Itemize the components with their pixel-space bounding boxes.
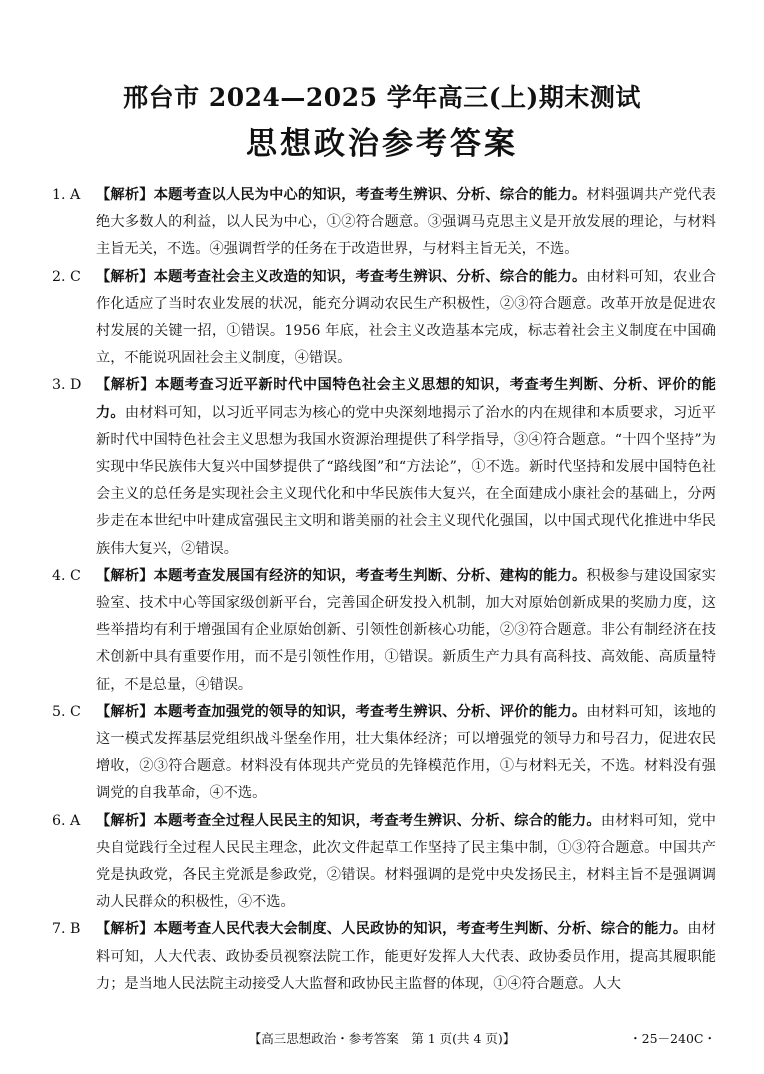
answer-item-3 <box>52 372 716 562</box>
analysis-tag: 【解析】 <box>96 567 154 584</box>
answer-item-5 <box>52 699 716 808</box>
answer-number: 5. C <box>52 703 81 720</box>
answer-body: 由材料可知，党中央自觉践行全过程人民民主理念，此次文件起草工作坚持了民主集中制，①③符合题意。中国共产党是执政党，各民主党派是参政党，②错误。材料强调的是党中央发扬民主，材料主旨不是强调调动人民群众的积极性，④不选。 <box>96 812 716 911</box>
answer-item-4 <box>52 563 716 699</box>
answer-lead: 本题考查社会主义改造的知识，考查考生辨识、分析、综合的能力。 <box>153 268 587 285</box>
answer-number: 7. B <box>52 921 81 938</box>
answer-body: 由材料可知，该地的这一模式发挥基层党组织战斗堡垒作用，壮大集体经济；可以增强党的领导力和号召力，促进农民增收，②③符合题意。材料没有体现共产党员的先锋模范作用，①与材料无关，不选。材料没有强调党的自我革命，④不选。 <box>96 703 716 802</box>
analysis-tag: 【解析】 <box>96 921 154 938</box>
answer-lead: 本题考查习近平新时代中国特色社会主义思想的知识，考查考生判断、分析、评价的能力。 <box>96 377 716 421</box>
answer-number: 2. C <box>52 268 81 285</box>
analysis-tag: 【解析】 <box>96 268 154 285</box>
footer-page-info: 【高三思想政治・参考答案 第 1 页(共 4 页)】 <box>248 1031 516 1046</box>
page-title: 邢台市 2024—2025 学年高三(上)期末测试 <box>123 83 641 112</box>
answer-item-2 <box>52 264 716 373</box>
analysis-tag: 【解析】 <box>96 812 154 829</box>
answer-item-1 <box>52 182 716 264</box>
analysis-tag: 【解析】 <box>96 703 154 720</box>
answer-number: 6. A <box>52 812 81 829</box>
analysis-tag: 【解析】 <box>96 377 156 394</box>
answer-body: 材料强调共产党代表绝大多数人的利益，以人民为中心，①②符合题意。③强调马克思主义是开放发展的理论，与材料主旨无关，不选。④强调哲学的任务在于改造世界，与材料主旨无关，不选。 <box>96 187 716 258</box>
answer-lead: 本题考查发展国有经济的知识，考查考生判断、分析、建构的能力。 <box>153 567 587 584</box>
answer-item-6 <box>52 808 716 917</box>
answer-lead: 本题考查全过程人民民主的知识，考查考生辨识、分析、综合的能力。 <box>153 812 601 829</box>
answer-number: 1. A <box>52 187 81 203</box>
answer-body: 由材料可知，人大代表、政协委员视察法院工作，能更好发挥人大代表、政协委员作用，提高其履职能力；是当地人民法院主动接受人大监督和政协民主监督的体现，①④符合题意。人大 <box>96 921 716 992</box>
answer-number: 4. C <box>52 567 81 584</box>
answer-body: 积极参与建设国家实验室、技术中心等国家级创新平台，完善国企研发投入机制，加大对原始创新成果的奖励力度，这些举措均有利于增强国有企业原始创新、引领性创新核心功能，②③符合题意。非公有制经济在技术创新中具有重要作用，而不是引领性作用，①错误。新质生产力具有高科技、高效能、高质量特征，不是总量，④错误。 <box>96 567 716 693</box>
answer-body: 由材料可知，以习近平同志为核心的党中央深刻地揭示了治水的内在规律和本质要求，习近平新时代中国特色社会主义思想为我国水资源治理提供了科学指导，③④符合题意。“十四个坚持”为实现中华民族伟大复兴中国梦提供了“路线图”和“方法论”，①不选。新时代坚持和发展中国特色社会主义的总任务是实现社会主义现代化和中华民族伟大复兴，在全面建成小康社会的基础上，分两步走在本世纪中叶建成富强民主文明和谐美丽的社会主义现代化强国，以中国式现代化推进中华民族伟大复兴，②错误。 <box>96 404 716 557</box>
answer-lead: 本题考查加强党的领导的知识，考查考生辨识、分析、评价的能力。 <box>153 703 587 720</box>
answer-body: 由材料可知，农业合作化适应了当时农业发展的状况，能充分调动农民生产积极性，②③符合题意。改革开放是促进农村发展的关键一招，①错误。1956 年底，社会主义改造基本完成，标志着社会主义制度在中国确立，不能说巩固社会主义制度，④错误。 <box>96 268 716 367</box>
page-subtitle: 思想政治参考答案 <box>246 126 518 162</box>
analysis-tag: 【解析】 <box>96 187 154 203</box>
answer-lead: 本题考查人民代表大会制度、人民政协的知识，考查考生判断、分析、综合的能力。 <box>153 921 688 938</box>
answer-number: 3. D <box>52 377 82 394</box>
answer-list <box>52 182 716 998</box>
answer-item-7 <box>52 916 716 998</box>
footer-code: ・25－240C・ <box>629 1031 716 1046</box>
answer-lead: 本题考查以人民为中心的知识，考查考生辨识、分析、综合的能力。 <box>153 187 587 203</box>
